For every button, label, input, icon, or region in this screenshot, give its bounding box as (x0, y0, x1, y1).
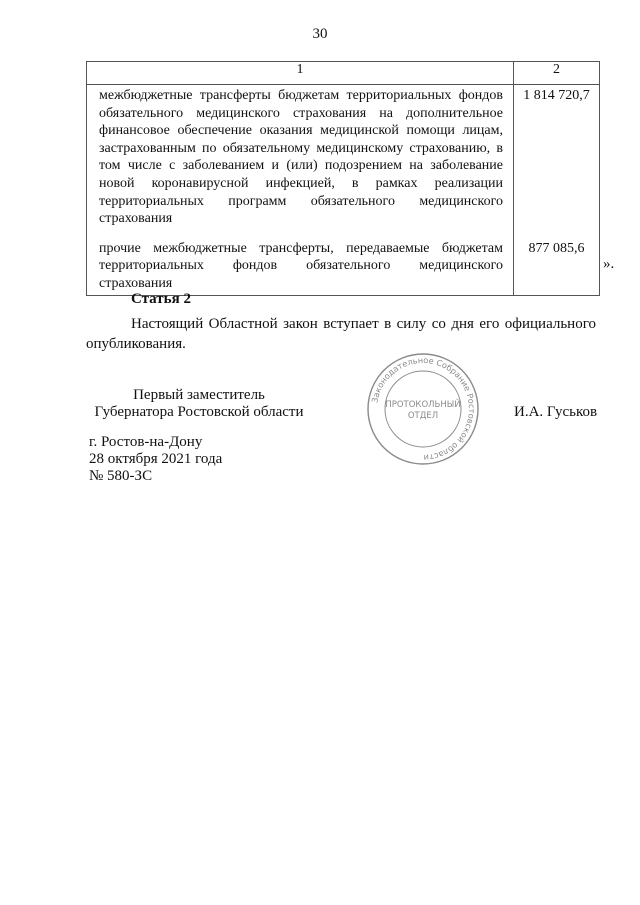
article-title: Статья 2 (131, 291, 191, 307)
row-description: межбюджетные трансферты бюджетам территориальных фондов обязательного медицинского страхования на дополнительное финансовое обеспечение оказания медицинской помощи лицам, застрахованным по обязательному медицинскому страхованию, в том числе с заболеванием и (или) подозрением на заболевание новой коронавирусной инфекцией, в рамках реализации территориальных программ обязательного медицинского страхования (87, 85, 514, 238)
seal-inner-line-2: ОТДЕЛ (407, 411, 439, 421)
article-text: Настоящий Областной закон вступает в силу со дня его официального опубликования. (86, 316, 596, 352)
column-header-2: 2 (514, 62, 600, 85)
budget-table (86, 61, 600, 296)
seal-inner-line-1: ПРОТОКОЛЬНЫЙ (385, 400, 461, 410)
place-date-block (89, 434, 222, 485)
table-row (87, 238, 600, 295)
official-seal (366, 352, 480, 466)
closing-quote: ». (603, 256, 615, 272)
law-number: № 580-ЗС (89, 468, 153, 484)
table-row (87, 85, 600, 238)
law-date: 28 октября 2021 года (89, 451, 223, 467)
row-amount: 877 085,6 (514, 238, 600, 295)
row-amount: 1 814 720,7 (514, 85, 600, 238)
row-description: прочие межбюджетные трансферты, передаваемые бюджетам территориальных фондов обязательного медицинского страхования (87, 238, 514, 295)
seal-outer-text: Законодательное Собрание Ростовской области (369, 354, 478, 464)
signer-title-line-1: Первый заместитель (133, 387, 265, 403)
page-number: 30 (312, 26, 328, 42)
signer-title (86, 387, 312, 421)
column-header-1: 1 (87, 62, 514, 85)
signer-name: И.А. Гуськов (514, 404, 598, 420)
table-header-row (87, 62, 600, 85)
signer-title-line-2: Губернатора Ростовской области (94, 404, 304, 420)
city: г. Ростов-на-Дону (89, 434, 203, 450)
